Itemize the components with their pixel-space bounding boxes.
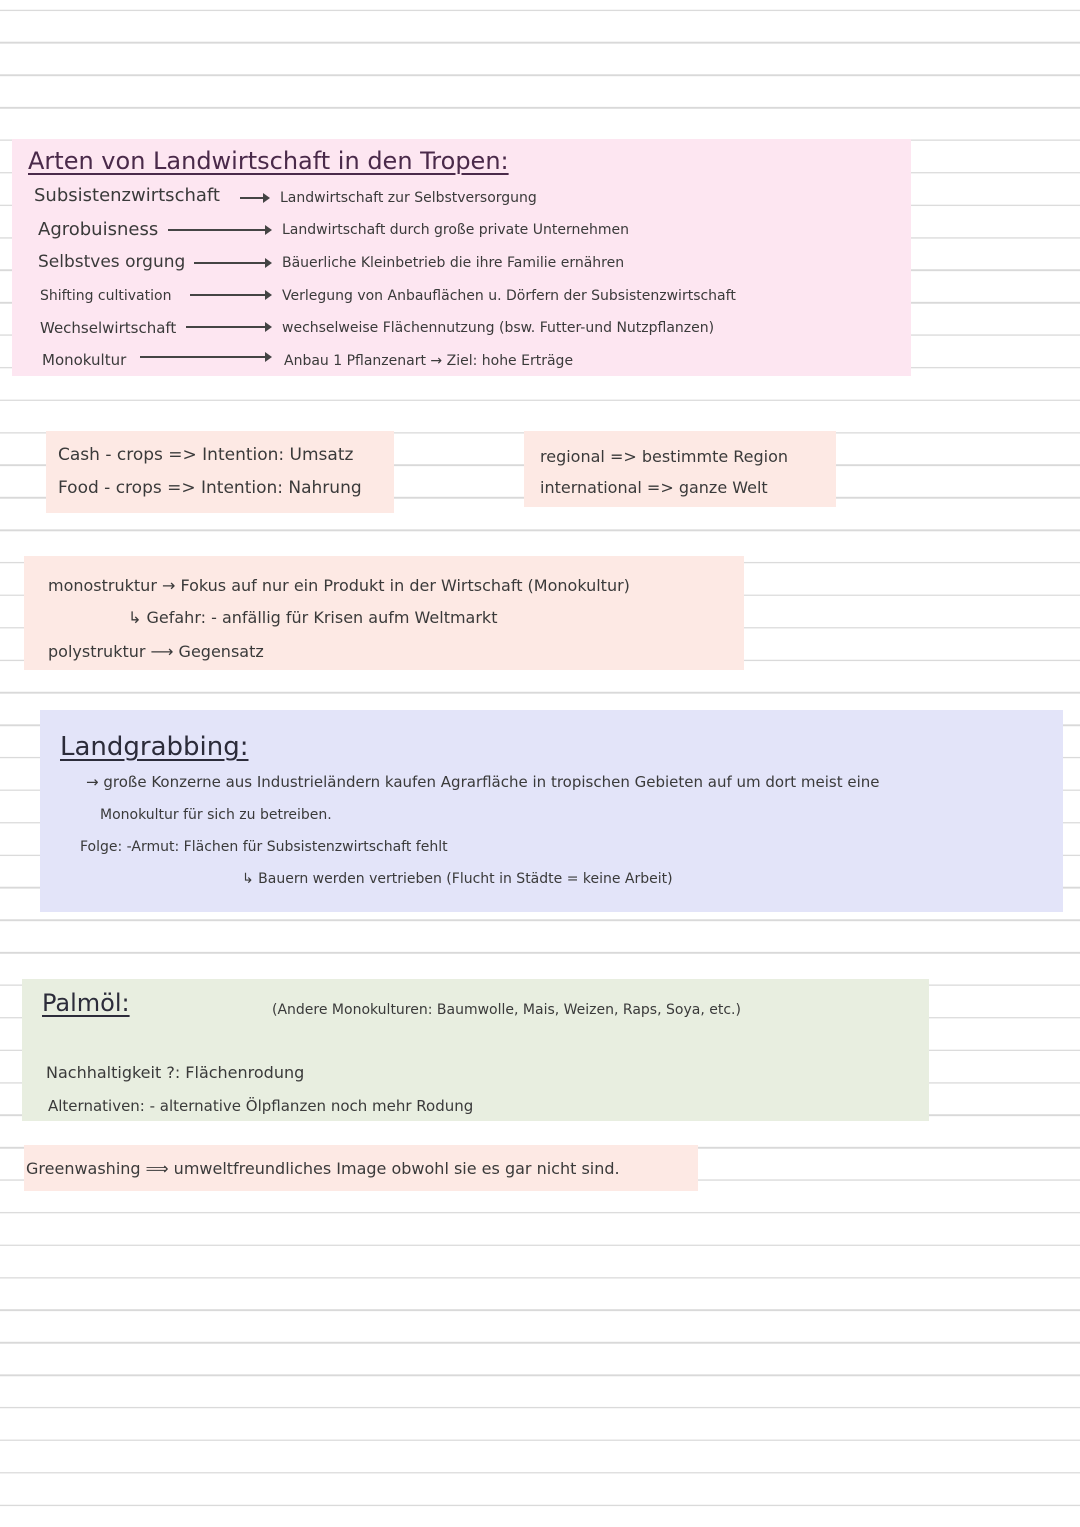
alternativen: Alternativen: - alternative Ölpflanzen noch mehr Rodung	[48, 1097, 474, 1115]
palmoel-note: (Andere Monokulturen: Baumwolle, Mais, Weizen, Raps, Soya, etc.)	[272, 1002, 741, 1018]
def-wechselwirtschaft: wechselweise Flächennutzung (bsw. Futter-und Nutzpflanzen)	[282, 320, 715, 336]
arrow-6	[140, 356, 270, 358]
landgrabbing-line4: ↳ Bauern werden vertrieben (Flucht in Städte = keine Arbeit)	[242, 871, 673, 887]
landgrabbing-title: Landgrabbing:	[60, 732, 249, 762]
landgrabbing-line3: Folge: -Armut: Flächen für Subsistenzwirtschaft fehlt	[80, 839, 448, 855]
def-subsistenzwirtschaft: Landwirtschaft zur Selbstversorgung	[280, 190, 537, 206]
def-selbstversorgung: Bäuerliche Kleinbetrieb die ihre Familie ernähren	[282, 255, 625, 271]
def-monokultur: Anbau 1 Pflanzenart → Ziel: hohe Erträge	[284, 353, 574, 369]
gefahr: ↳ Gefahr: - anfällig für Krisen aufm Weltmarkt	[128, 608, 498, 627]
monostruktur: monostruktur → Fokus auf nur ein Produkt in der Wirtschaft (Monokultur)	[48, 576, 630, 595]
term-monokultur: Monokultur	[42, 351, 127, 369]
arrow-3	[194, 262, 270, 264]
def-shifting-cultivation: Verlegung von Anbauflächen u. Dörfern der Subsistenzwirtschaft	[282, 288, 736, 304]
landgrabbing-line2: Monokultur für sich zu betreiben.	[100, 807, 332, 823]
polystruktur: polystruktur ⟶ Gegensatz	[48, 642, 264, 661]
greenwashing: Greenwashing ⟹ umweltfreundliches Image obwohl sie es gar nicht sind.	[26, 1159, 620, 1178]
term-agrobuisness: Agrobuisness	[38, 219, 159, 240]
arrow-2	[168, 229, 270, 231]
term-shifting-cultivation: Shifting cultivation	[40, 288, 172, 304]
arrow-4	[190, 294, 270, 296]
landgrabbing-line1: → große Konzerne aus Industrieländern kaufen Agrarfläche in tropischen Gebieten auf um dort meist eine	[86, 773, 880, 791]
def-agrobuisness: Landwirtschaft durch große private Unternehmen	[282, 222, 629, 238]
food-crops: Food - crops => Intention: Nahrung	[58, 478, 362, 498]
arrow-5	[186, 326, 270, 328]
arrow-1	[240, 197, 268, 199]
arten-title: Arten von Landwirtschaft in den Tropen:	[28, 147, 509, 175]
term-subsistenzwirtschaft: Subsistenzwirtschaft	[34, 185, 220, 206]
international: international => ganze Welt	[540, 478, 768, 497]
nachhaltigkeit: Nachhaltigkeit ?: Flächenrodung	[46, 1063, 305, 1082]
regional: regional => bestimmte Region	[540, 447, 789, 466]
palmoel-title: Palmöl:	[42, 989, 130, 1017]
term-wechselwirtschaft: Wechselwirtschaft	[40, 319, 177, 337]
cash-crops: Cash - crops => Intention: Umsatz	[58, 445, 354, 465]
term-selbstversorgung: Selbstves orgung	[38, 252, 186, 272]
crops-box	[46, 431, 394, 513]
